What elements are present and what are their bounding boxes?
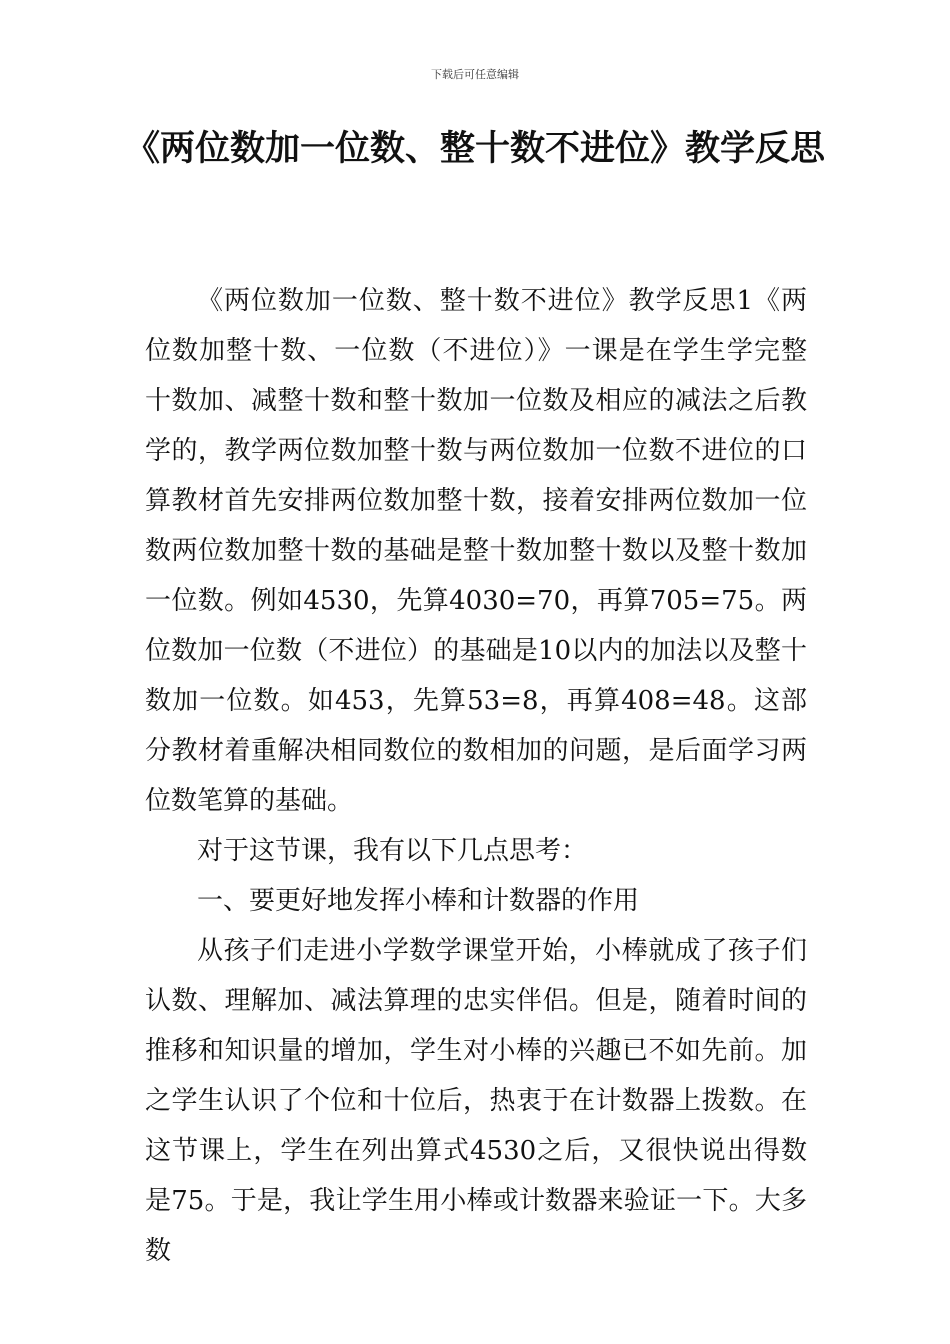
document-title: 《两位数加一位数、整十数不进位》教学反思 (124, 129, 825, 169)
paragraph-sticks: 从孩子们走进小学数学课堂开始，小棒就成了孩子们认数、理解加、减法算理的忠实伴侣。但是，随着时间的推移和知识量的增加，学生对小棒的兴趣已不如先前。加之学生认识了个位和十位后，热衷于在计数器上拨数。在这节课上，学生在列出算式4530之后，又很快说出得数是75。于是，我让学生用小棒或计数器来验证一下。大多数 (145, 936, 807, 1266)
paragraph-intro: 《两位数加一位数、整十数不进位》教学反思1《两位数加整十数、一位数（不进位）》一课是在学生学完整十数加、减整十数和整十数加一位数及相应的减法之后教学的，教学两位数加整十数与两位数加一位数不进位的口算教材首先安排两位数加整十数，接着安排两位数加一位数两位数加整十数的基础是整十数加整十数以及整十数加一位数。例如4530，先算4030=70，再算705=75。两位数加一位数（不进位）的基础是10以内的加法以及整十数加一位数。如453，先算53=8，再算408=48。这部分教材着重解决相同数位的数相加的问题，是后面学习两位数笔算的基础。 (145, 286, 807, 816)
document-body (145, 276, 807, 1276)
paragraph-thoughts: 对于这节课，我有以下几点思考： (197, 836, 588, 866)
header-note: 下载后可任意编辑 (431, 68, 519, 81)
section-heading-1: 一、要更好地发挥小棒和计数器的作用 (197, 886, 640, 916)
